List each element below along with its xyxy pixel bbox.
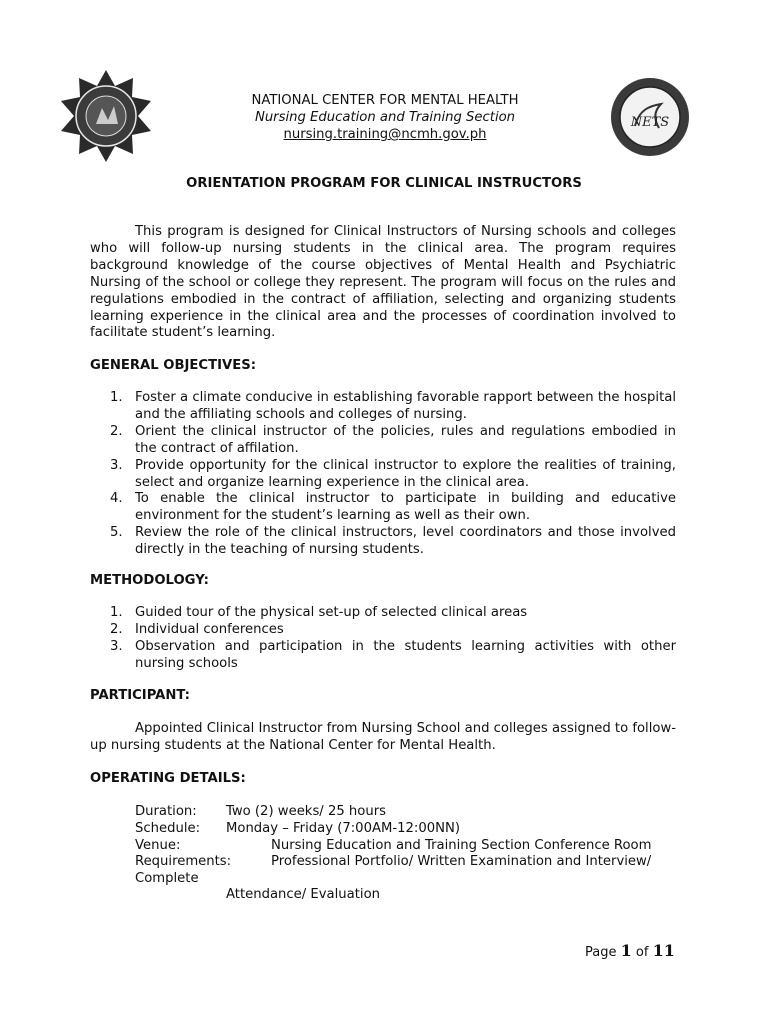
participant-heading: PARTICIPANT: [90, 688, 190, 703]
page-number [585, 943, 675, 962]
list-item: 1. Foster a climate conducive in establishing favorable rapport between the hospital and the affiliating schools and colleges of nursing. [110, 390, 676, 422]
list-item: 5. Review the role of the clinical instructors, level coordinators and those involved directly in the teaching of nursing students. [110, 525, 676, 558]
letterhead [150, 92, 620, 143]
schedule-label: Schedule: [135, 821, 201, 836]
duration-label: Duration: [135, 804, 197, 819]
org-name: NATIONAL CENTER FOR MENTAL HEALTH [251, 93, 519, 108]
requirements-wrap: Complete [135, 871, 199, 886]
page-current: 1 [620, 941, 632, 960]
nets-seal-logo [609, 76, 691, 158]
svg-text:NETS: NETS [630, 115, 670, 130]
of-label: of [635, 945, 649, 960]
page-label: Page [585, 945, 617, 960]
list-item: 1. Guided tour of the physical set-up of selected clinical areas [110, 605, 528, 620]
intro-text: This program is designed for Clinical Instructors of Nursing schools and colleges who will follow-up nursing students in the clinical area. The program requires background knowledge of the course objectives of Mental Health and Psychiatric Nursing of the school or college they represent. The program will focus on the rules and regulations embodied in the contract of affiliation, selecting and organizing students learning experience in the clinical area and the processes of coordination involved to facilitate student’s learning. [90, 224, 676, 341]
participant-paragraph [90, 721, 676, 755]
list-item: 2. Orient the clinical instructor of the policies, rules and regulations embodied in the contract of affilation. [110, 423, 676, 456]
intro-paragraph [90, 224, 676, 342]
page-total: 11 [652, 941, 675, 960]
participant-text: Appointed Clinical Instructor from Nursing School and colleges assigned to follow-up nursing students at the National Center for Mental Health. [90, 721, 676, 753]
ncmh-seal-logo [58, 68, 154, 164]
section-name: Nursing Education and Training Section [254, 110, 516, 125]
venue-value: Nursing Education and Training Section Conference Room [271, 838, 652, 853]
methodology-list [110, 605, 676, 673]
methodology-heading: METHODOLOGY: [90, 573, 209, 588]
operating-details-heading: OPERATING DETAILS: [90, 771, 246, 786]
document-title: ORIENTATION PROGRAM FOR CLINICAL INSTRUCTORS [186, 176, 582, 191]
schedule-value: Monday – Friday (7:00AM-12:00NN) [226, 821, 460, 836]
general-objectives-heading: GENERAL OBJECTIVES: [90, 358, 256, 373]
nets-seal-icon [609, 76, 691, 158]
list-item: 2. Individual conferences [110, 621, 284, 637]
list-item: 3. Observation and participation in the students learning activities with other nursing schools [110, 638, 676, 671]
email-link[interactable]: nursing.training@ncmh.gov.ph [283, 127, 487, 142]
requirements-value: Professional Portfolio/ Written Examination and Interview/ [271, 854, 652, 869]
requirements-label: Requirements: [135, 854, 232, 869]
ncmh-seal-icon [58, 68, 154, 164]
list-item: 4. To enable the clinical instructor to participate in building and educative environment for the student’s learning as well as their own. [110, 491, 676, 524]
duration-value: Two (2) weeks/ 25 hours [226, 804, 386, 819]
venue-label: Venue: [135, 838, 181, 853]
requirements-continued: Attendance/ Evaluation [226, 887, 380, 902]
list-item: 3. Provide opportunity for the clinical instructor to explore the realities of training, select and organize learning experience in the clinical area. [110, 457, 676, 490]
general-objectives-list [110, 390, 676, 559]
